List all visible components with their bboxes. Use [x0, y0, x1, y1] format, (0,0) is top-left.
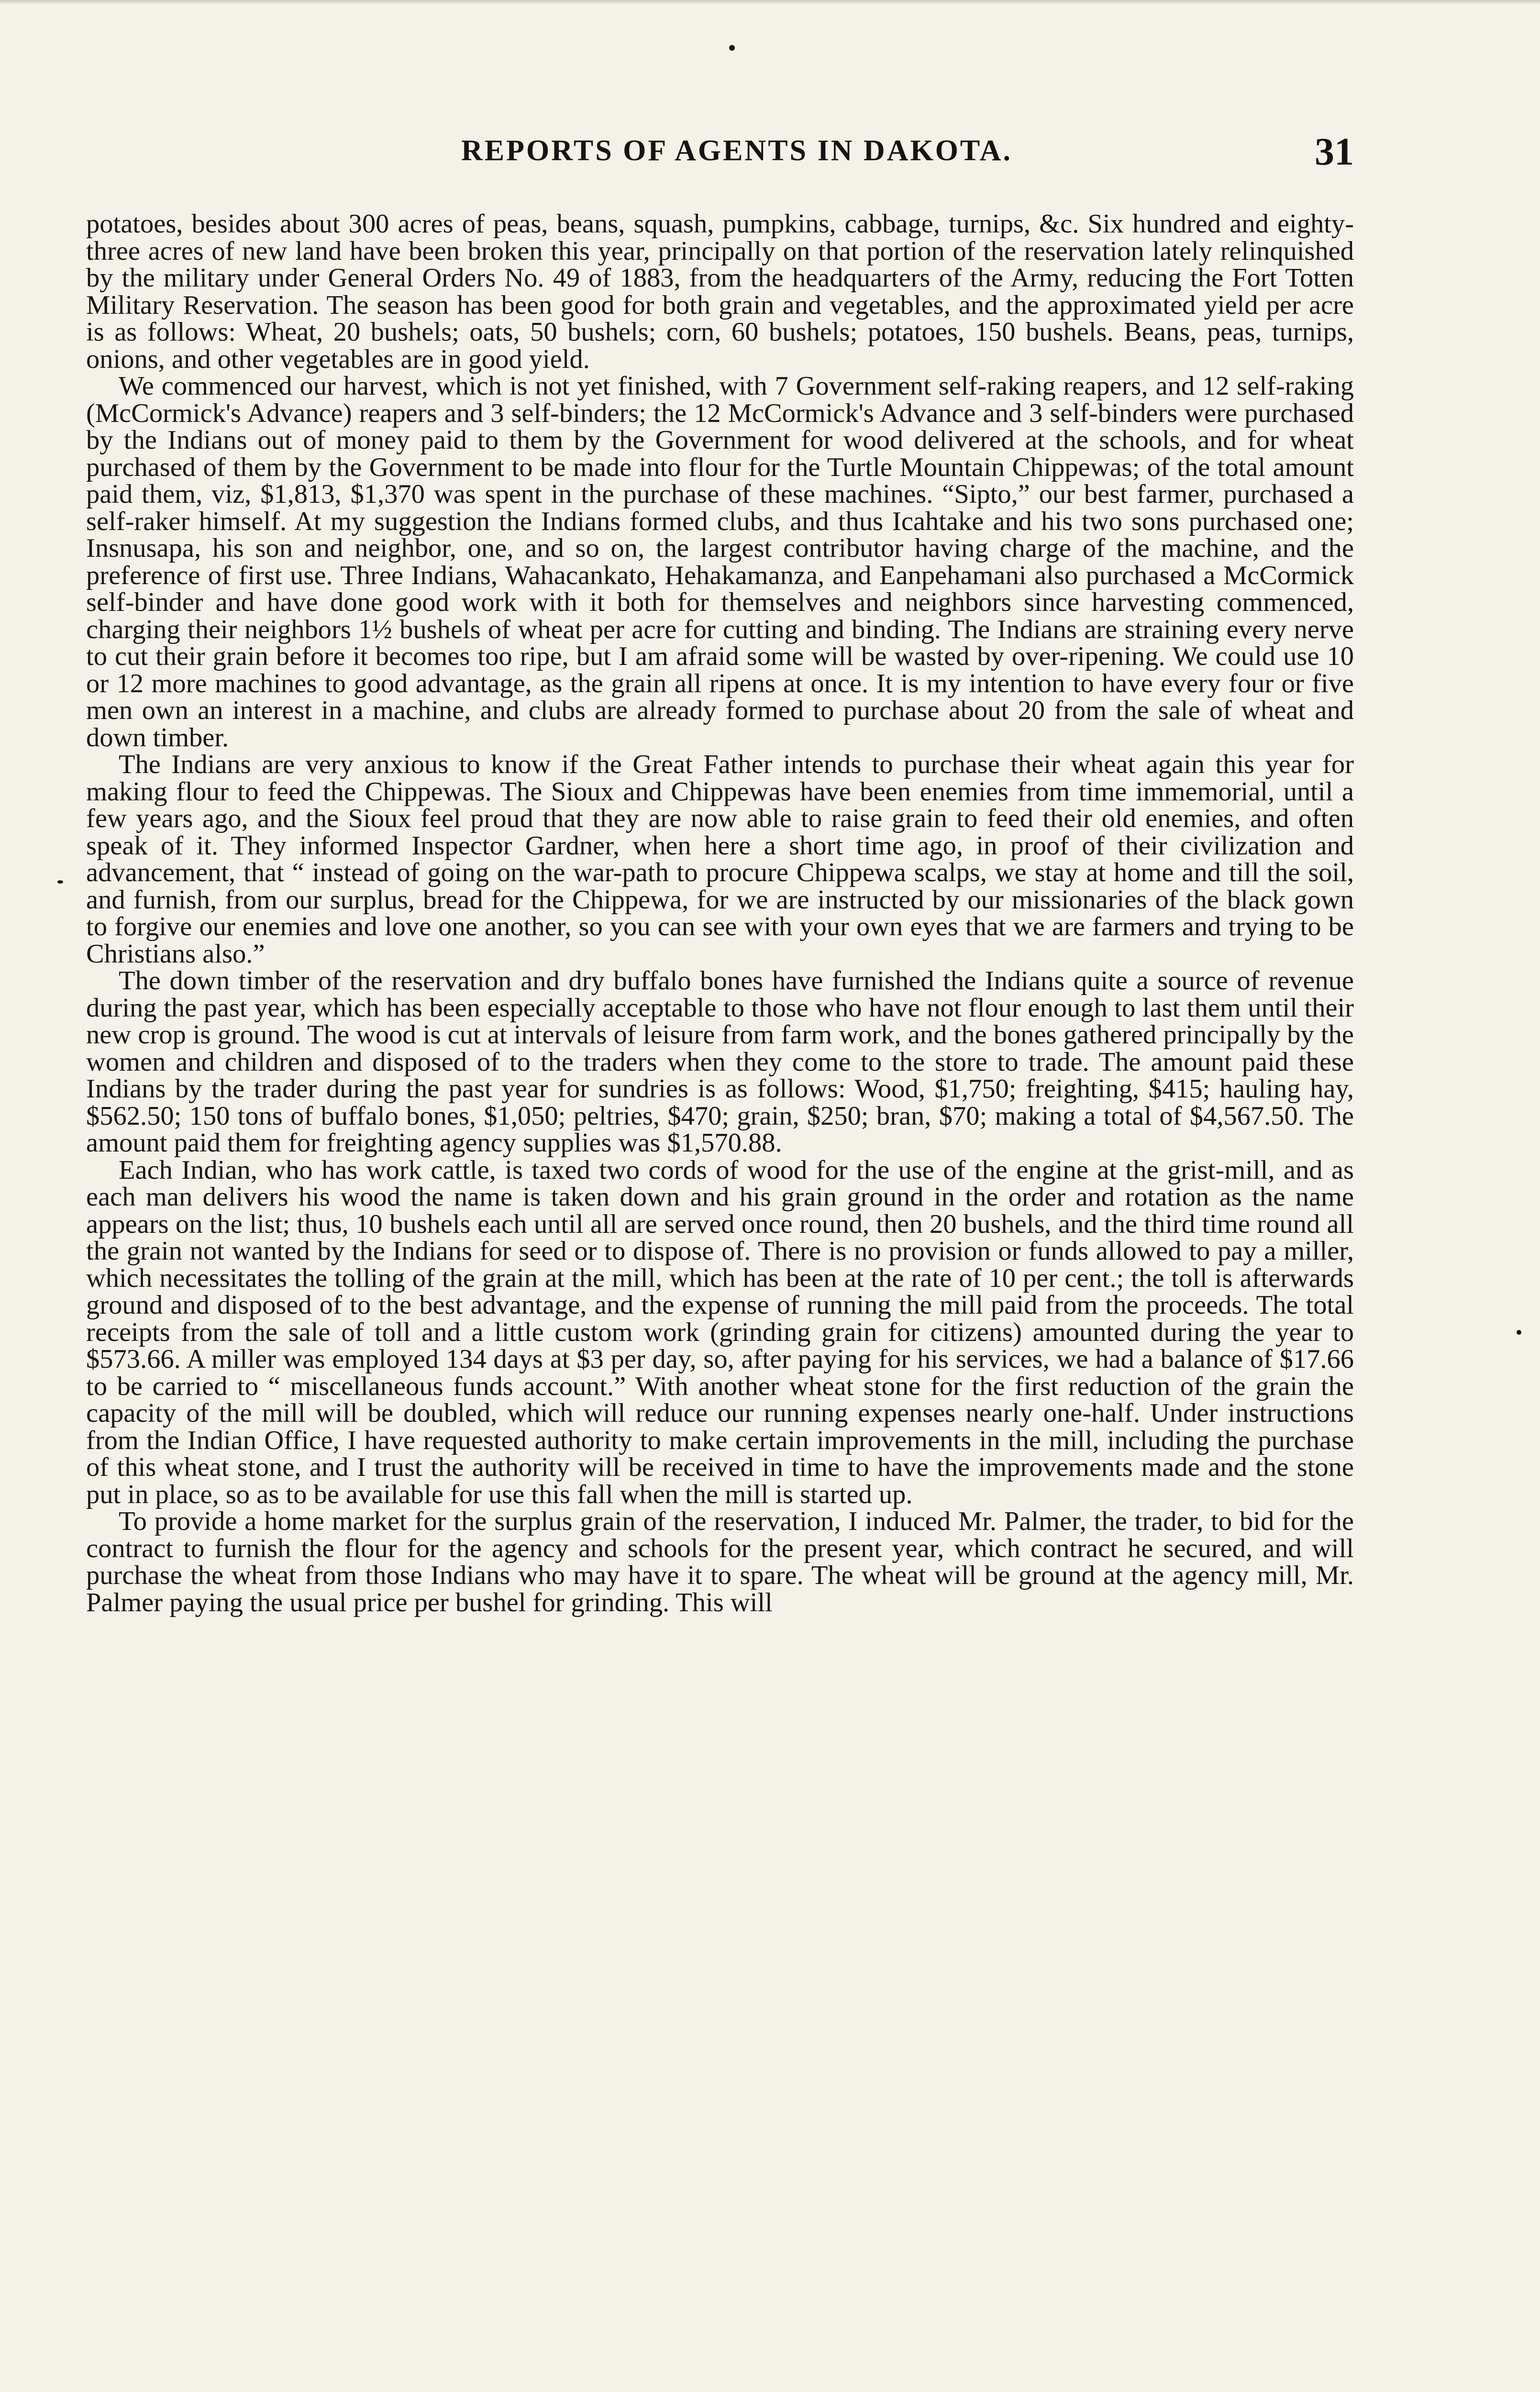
running-head: REPORTS OF AGENTS IN DAKOTA. — [461, 134, 1012, 167]
ink-dot-margin-right — [1517, 1330, 1521, 1335]
paragraph-5: Each Indian, who has work cattle, is taxed two cords of wood for the use of the engine at the grist-mill, and as each man delivers his wood the name is taken down and his grain ground in the order and rotation as the name appears on the list; thus, 10 bushels each until all are served once round, then 20 bushels, and the third time round all the grain not wanted by the Indians for seed or to dispose of. There is no provision or funds allowed to pay a miller, which necessitates the tolling of the grain at the mill, which has been at the rate of 10 per cent.; the toll is afterwards ground and disposed of to the best advantage, and the expense of running the mill paid from the proceeds. The total receipts from the sale of toll and a little custom work (grinding grain for citizens) amounted during the year to $573.66. A miller was employed 134 days at $3 per day, so, after paying for his services, we had a balance of $17.66 to be carried to “ miscellaneous funds account.” With another wheat stone for the first reduction of the grain the capacity of the mill will be doubled, which will reduce our running expenses nearly one-half. Under instructions from the Indian Office, I have requested authority to make certain improvements in the mill, including the purchase of this wheat stone, and I trust the authority will be received in time to have the improvements made and the stone put in place, so as to be available for use this fall when the mill is started up. — [86, 1155, 1354, 1509]
paragraph-4: The down timber of the reservation and dry buffalo bones have furnished the Indians quite a source of revenue during the past year, which has been especially acceptable to those who have not flour enough to last them until their new crop is ground. The wood is cut at intervals of leisure from farm work, and the bones gathered principally by the women and children and disposed of to the traders when they come to the store to trade. The amount paid these Indians by the trader during the past year for sundries is as follows: Wood, $1,750; freighting, $415; hauling hay, $562.50; 150 tons of buffalo bones, $1,050; peltries, $470; grain, $250; bran, $70; making a total of $4,567.50. The amount paid them for freighting agency supplies was $1,570.88. — [86, 966, 1354, 1158]
ink-dot-top — [729, 45, 735, 51]
ink-dot-margin-left — [57, 880, 63, 884]
body-text — [86, 210, 1354, 2392]
page-number: 31 — [1315, 130, 1354, 173]
paragraph-2: We commenced our harvest, which is not yet finished, with 7 Government self-raking reapers, and 12 self-raking (McCormick's Advance) reapers and 3 self-binders; the 12 McCormick's Advance and 3 self-binders were purchased by the Indians out of money paid to them by the Government for wood delivered at the schools, and for wheat purchased of them by the Government to be made into flour for the Turtle Mountain Chippewas; of the total amount paid them, viz, $1,813, $1,370 was spent in the purchase of these machines. “Sipto,” our best farmer, purchased a self-raker himself. At my suggestion the Indians formed clubs, and thus Icahtake and his two sons purchased one; Insnusapa, his son and neighbor, one, and so on, the largest contributor having charge of the machine, and the preference of first use. Three Indians, Wahacankato, Hehakamanza, and Eanpehamani also purchased a McCormick self-binder and have done good work with it both for themselves and neighbors since harvesting commenced, charging their neighbors 1½ bushels of wheat per acre for cutting and binding. The Indians are straining every nerve to cut their grain before it becomes too ripe, but I am afraid some will be wasted by over-ripening. We could use 10 or 12 more machines to good advantage, as the grain all ripens at once. It is my intention to have every four or five men own an interest in a machine, and clubs are already formed to purchase about 20 from the sale of wheat and down timber. — [86, 371, 1354, 753]
paragraph-1: potatoes, besides about 300 acres of peas, beans, squash, pumpkins, cabbage, turnips, &c. Six hundred and eighty-three acres of new land have been broken this year, principally on that portion of the reservation lately relinquished by the military under General Orders No. 49 of 1883, from the headquarters of the Army, reducing the Fort Totten Military Reservation. The season has been good for both grain and vegetables, and the approximated yield per acre is as follows: Wheat, 20 bushels; oats, 50 bushels; corn, 60 bushels; potatoes, 150 bushels. Beans, peas, turnips, onions, and other vegetables are in good yield. — [86, 210, 1354, 374]
page-top-edge — [0, 0, 1540, 5]
paragraph-6: To provide a home market for the surplus grain of the reservation, I induced Mr. Palmer, the trader, to bid for the contract to furnish the flour for the agency and schools for the present year, which contract he secured, and will purchase the wheat from those Indians who may have it to spare. The wheat will be ground at the agency mill, Mr. Palmer paying the usual price per bushel for grinding. This will — [86, 1506, 1354, 1617]
page-header — [120, 129, 1354, 182]
paragraph-3: The Indians are very anxious to know if the Great Father intends to purchase their wheat again this year for making flour to feed the Chippewas. The Sioux and Chippewas have been enemies from time immemorial, until a few years ago, and the Sioux feel proud that they are now able to raise grain to feed their old enemies, and often speak of it. They informed Inspector Gardner, when here a short time ago, in proof of their civilization and advancement, that “ instead of going on the war-path to procure Chippewa scalps, we stay at home and till the soil, and furnish, from our surplus, bread for the Chippewa, for we are instructed by our missionaries of the black gown to forgive our enemies and love one another, so you can see with your own eyes that we are farmers and trying to be Christians also.” — [86, 750, 1354, 969]
